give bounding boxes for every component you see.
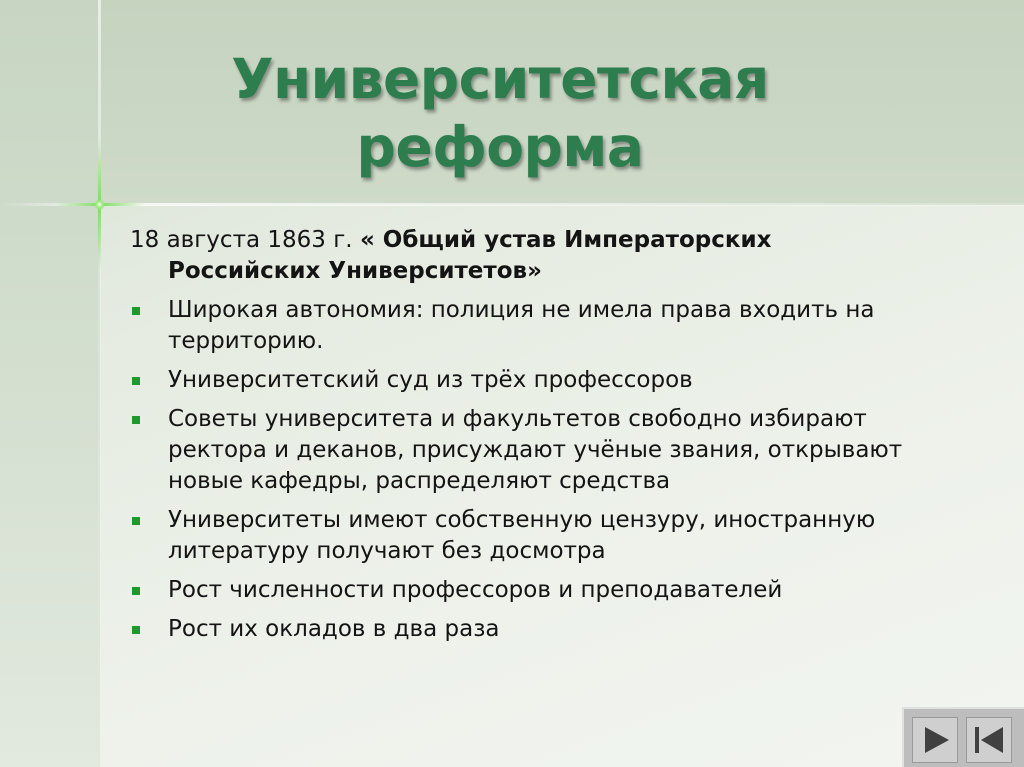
list-item-text: Рост их окладов в два раза — [168, 616, 500, 642]
square-bullet-icon — [132, 377, 140, 385]
next-slide-button[interactable] — [912, 717, 958, 763]
intro-bold-1: « Общий устав Императорских — [359, 227, 772, 253]
slide-title — [150, 45, 850, 181]
skip-to-end-icon — [967, 718, 1011, 762]
background-vertical-line — [98, 0, 101, 767]
slide-navigation — [902, 707, 1024, 767]
bullet-list — [130, 295, 930, 645]
list-item-text: Университетский суд из трёх профессоров — [168, 367, 693, 393]
square-bullet-icon — [132, 307, 140, 315]
intro-bold-2: Российских Университетов» — [168, 258, 542, 284]
intro-paragraph — [130, 225, 930, 287]
list-item — [130, 295, 930, 357]
title-line-1: Университетская — [231, 47, 769, 111]
background-horizontal-line — [0, 203, 1024, 206]
background-left-band — [0, 0, 100, 767]
square-bullet-icon — [132, 587, 140, 595]
list-item-text: Советы университета и факультетов свободно избирают ректора и деканов, присуждают учёные звания, открывают новые кафедры, распределяют средства — [168, 406, 903, 494]
list-item-text: Широкая автономия: полиция не имела права входить на территорию. — [168, 297, 875, 354]
intro-date: 18 августа 1863 г. — [130, 227, 353, 253]
list-item — [130, 404, 930, 497]
list-item — [130, 365, 930, 396]
title-line-2: реформа — [356, 115, 644, 179]
square-bullet-icon — [132, 517, 140, 525]
list-item — [130, 575, 930, 606]
last-slide-button[interactable] — [966, 717, 1012, 763]
list-item-text: Университеты имеют собственную цензуру, иностранную литературу получают без досмотра — [168, 507, 876, 564]
square-bullet-icon — [132, 416, 140, 424]
list-item — [130, 614, 930, 645]
slide-content — [130, 225, 930, 653]
list-item-text: Рост численности профессоров и преподавателей — [168, 577, 783, 603]
sparkle-icon — [94, 199, 105, 210]
intro-line-2 — [130, 256, 930, 287]
list-item — [130, 505, 930, 567]
square-bullet-icon — [132, 626, 140, 634]
intro-line-1 — [130, 225, 930, 256]
play-next-icon — [913, 718, 957, 762]
